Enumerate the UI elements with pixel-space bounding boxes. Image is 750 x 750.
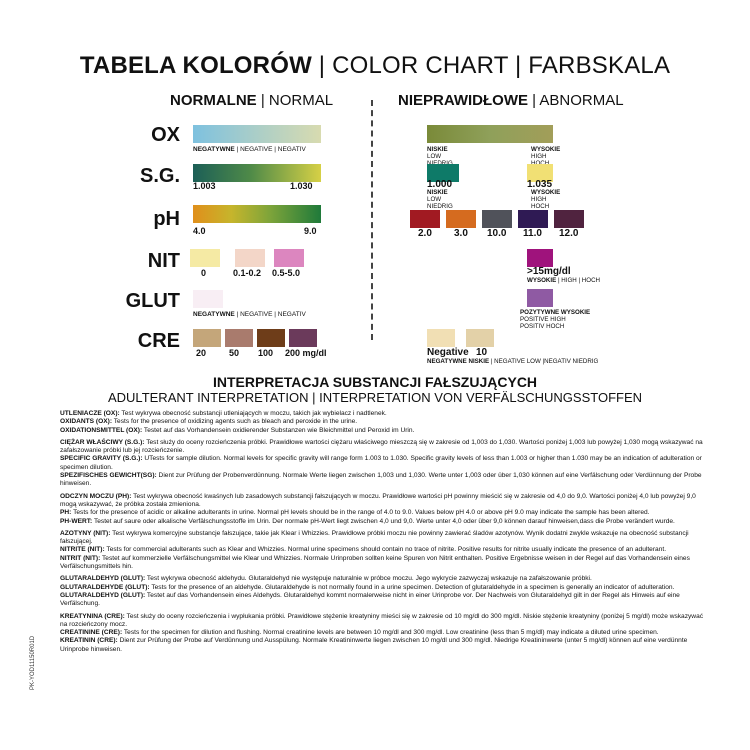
page-title	[0, 52, 750, 80]
normal-glut-caption-bold: NEGATYWNE	[193, 311, 235, 318]
interpretation-paragraph	[60, 427, 705, 435]
row-label-cre: CRE	[137, 330, 180, 352]
interpretation-term: CIĘŻAR WŁAŚCIWY (S.G.):	[60, 438, 145, 446]
abnormal-cre-swatch-1	[466, 329, 494, 347]
abnormal-sg-high-value: 1.035	[527, 179, 553, 190]
interpretation-term: UTLENIACZE (OX):	[60, 410, 120, 417]
abnormal-ox-high-0: WYSOKIE	[531, 146, 561, 153]
interpretation-paragraph	[60, 629, 705, 637]
normal-nit-value-1: 0.1-0.2	[233, 268, 262, 278]
interpretation-paragraph	[60, 418, 705, 426]
interpretation-paragraph	[60, 575, 705, 583]
abnormal-cre-swatch-0	[427, 329, 455, 347]
interpretation-description: Tests for the presence of oxidizing agents such as bleach and peroxide in the urine.	[112, 418, 358, 426]
abnormal-cre-caption-rest: | NEGATIVE LOW |NEGATIV NIEDRIG	[489, 358, 599, 365]
interpretation-term: GLUTARALDEHYDE (GLUT):	[60, 583, 150, 591]
block-gap	[60, 654, 705, 658]
normal-glut-caption-rest: | NEGATIVE | NEGATIV	[234, 311, 306, 318]
interpretation-term: PH-WERT:	[60, 517, 93, 525]
interpretation-paragraph	[60, 518, 705, 526]
normal-sg-swatch	[193, 164, 321, 182]
interpretation-term: GLUTARALDEHYD (GLUT):	[60, 591, 146, 599]
normal-cre-value-0: 20	[196, 348, 207, 358]
abnormal-nit-caption-rest: | HIGH | HOCH	[556, 277, 601, 284]
interpretation-subtitle: ADULTERANT INTERPRETATION | INTERPRETATION VON VERFÄLSCHUNGSSTOFFEN	[107, 390, 643, 405]
normal-nit-swatch-2	[274, 249, 304, 267]
interpretation-term: SPEZIFISCHES GEWICHT(SG):	[60, 472, 157, 480]
interpretation-description: Testet auf saure oder alkalische Verfälschungsstoffe im Urin. Der normale pH-Wert liegt zwischen 4,0 und 9,0. Werte unter 4,0 oder über 9,0 können darauf hinweisen,dass die Probe verändert wurde.	[92, 517, 675, 525]
abnormal-sg-high-2: HOCH	[531, 203, 550, 210]
normal-nit-swatch-0	[190, 249, 220, 267]
abnormal-ph-value-1: 3.0	[454, 228, 468, 239]
interpretation-paragraph	[60, 530, 705, 547]
abnormal-sg-high-caption	[531, 189, 560, 210]
row-label-ph: pH	[153, 208, 180, 230]
normal-ph-swatch	[193, 205, 321, 223]
interpretation-term: ODCZYN MOCZU (PH):	[60, 492, 132, 500]
abnormal-glut-caption-0: POZYTYWNE WYSOKIE	[520, 309, 591, 316]
normal-ox-swatch	[193, 125, 321, 143]
abnormal-ph-swatch-3	[518, 210, 548, 228]
column-divider	[371, 100, 373, 340]
abnormal-ox-low-0: NISKIE	[427, 146, 448, 153]
normal-ox-caption-rest: | NEGATIVE | NEGATIV	[234, 146, 306, 153]
interpretation-title: INTERPRETACJA SUBSTANCJI FAŁSZUJĄCYCH	[212, 374, 538, 390]
interpretation-term: NITRITE (NIT):	[60, 546, 105, 554]
interpretation-description: Tests for commercial adulterants such as Klear and Whizzies. Normal urine specimens should contain no trace of nitrite. Positive results for nitrite usually indicate the presence of an adulterant.	[104, 546, 667, 554]
normal-cre-swatch-0	[193, 329, 221, 347]
normal-header-rest: | NORMAL	[256, 92, 334, 109]
normal-cre-value-2: 100	[258, 348, 274, 358]
interpretation-description: UTests for sample dilution. Normal levels for specific gravity will range form 1.003 to 1.030. Specific gravity levels of less than 1.003 or higher than 1.030 may be an indication of adulteration or specimen dilution.	[60, 455, 702, 471]
interpretation-paragraph	[60, 439, 705, 456]
interpretation-paragraph	[60, 493, 705, 510]
interpretation-paragraph	[60, 546, 705, 554]
abnormal-cre-negative: Negative	[427, 347, 469, 358]
abnormal-ox-swatch	[427, 125, 553, 143]
interpretation-term: GLUTARALDEHYD (GLUT):	[60, 575, 146, 583]
row-label-glut: GLUT	[125, 290, 180, 312]
normal-cre-swatch-2	[257, 329, 285, 347]
abnormal-ox-low-1: LOW	[427, 153, 442, 160]
interpretation-description: Dient zur Prüfung der Probe auf Verdünnung und Ausspülung. Normale Kreatininwerte liegen zwischen 10 mg/dl und 300 mg/dl. Niedrige Kreatininwerte (unter 5 mg/dl) können auf eine verdünnte Urinprobe hinweisen.	[60, 637, 688, 653]
abnormal-glut-caption-1: POSITIVE HIGH	[520, 316, 566, 323]
normal-cre-value-1: 50	[229, 348, 240, 358]
interpretation-term: NITRIT (NIT):	[60, 554, 101, 562]
abnormal-nit-caption	[527, 277, 600, 284]
normal-cre-swatch-3	[289, 329, 317, 347]
abnormal-ph-value-4: 12.0	[559, 228, 579, 239]
abnormal-sg-high-0: WYSOKIE	[531, 189, 561, 196]
interpretation-paragraph	[60, 613, 705, 630]
normal-header	[170, 92, 333, 110]
interpretation-description: Test wykrywa obecność substancji utleniających w moczu, takich jak wybielacz i nadtlenek.	[119, 410, 387, 417]
interpretation-description: Testet auf das Vorhandensein oxidierender Substanzen wie Bleichmittel und Peroxid im Urin.	[142, 426, 415, 434]
interpretation-description: Tests for the presence of an aldehyde. Glutaraldehyde is not normally found in a urine specimen. Detection of glutaraldehyde in a specimen is generally an indicator of adulteration.	[149, 583, 675, 591]
abnormal-cre-ten: 10	[476, 347, 488, 358]
interpretation-term: AZOTYNY (NIT):	[60, 529, 111, 537]
abnormal-ph-swatch-2	[482, 210, 512, 228]
row-label-nit: NIT	[147, 250, 180, 272]
interpretation-description: Test służy do oceny rozcieńczenia i wypłukania próbki. Prawidłowe stężenie kreatyniny mieści się w zakresie od 10 mg/dl do 300 mg/dl. Niskie stężenie kreatyniny (poniżej 5 mg/dl) może wskazywać na rozcieńczony mocz.	[60, 612, 704, 628]
abnormal-sg-low-1: LOW	[427, 196, 442, 203]
abnormal-nit-swatch	[527, 249, 553, 267]
normal-header-bold: NORMALNE	[170, 92, 257, 109]
normal-ph-low: 4.0	[193, 226, 206, 236]
abnormal-glut-caption	[520, 309, 591, 330]
side-code: PK-YOD11150R01D	[30, 635, 36, 690]
interpretation-description: Tests for the presence of acidic or alkaline adulterants in urine. Normal pH levels should be in the range of 4.0 to 9.0. Values below pH 4.0 or above pH 9.0 may indicate the sample has been altered.	[71, 509, 650, 517]
normal-sg-high: 1.030	[290, 181, 313, 191]
abnormal-sg-high-1: HIGH	[531, 196, 547, 203]
abnormal-ph-swatch-0	[410, 210, 440, 228]
interpretation-term: OXIDATIONSMITTEL (OX):	[60, 426, 143, 434]
interpretation-description: Test wykrywa komercyjne substancje fałszujące, takie jak Klear i Whizzies. Prawidłowe próbki moczu nie powinny zawierać śladów azotynów. Wynik dodatni zwykle wskazuje na obecność substancji fałszującej.	[60, 529, 689, 546]
abnormal-sg-low-0: NISKIE	[427, 189, 448, 196]
interpretation-description: Tests for the specimen for dilution and flushing. Normal creatinine levels are between 10 mg/dl and 300 mg/dl. Low creatinine (less than 5 mg/dl) may indicate a diluted urine specimen.	[122, 629, 659, 637]
interpretation-paragraph	[60, 455, 705, 472]
abnormal-cre-caption-bold: NEGATYWNE NISKIE	[427, 358, 490, 365]
abnormal-nit-caption-bold: WYSOKIE	[527, 277, 557, 284]
abnormal-glut-swatch	[527, 289, 553, 307]
interpretation-term: PH:	[60, 509, 72, 517]
normal-glut-caption	[193, 311, 306, 318]
abnormal-ph-swatch-1	[446, 210, 476, 228]
interpretation-description: Testet auf kommerzielle Verfälschungsmittel wie Klear und Whizzies. Normale Urinproben sollten keine Spuren von Nitrit enthalten. Positive Ergebnisse weisen in der Regel auf das Vorhandensein eines Verfälschungsmittels hin.	[60, 554, 690, 571]
normal-ox-caption	[193, 146, 306, 153]
normal-cre-swatch-1	[225, 329, 253, 347]
title-bold: TABELA KOLORÓW	[79, 52, 312, 79]
abnormal-sg-low-caption	[427, 189, 453, 210]
interpretation-term: KREATININ (CRE):	[60, 637, 118, 645]
interpretation-description: Dient zur Prüfung der Probenverdünnung. Normale Werte liegen zwischen 1,003 und 1,030. Werte unter 1,003 oder über 1,030 können auf eine Verfälschung oder Verdünnung der Probe hinweisen.	[60, 472, 702, 488]
normal-nit-value-2: 0.5-5.0	[272, 268, 301, 278]
interpretation-description: Test wykrywa obecność kwaśnych lub zasadowych substancji fałszujących w moczu. Prawidłowe wartości pH powinny mieścić się w zakresie od 4,0 do 9,0. Wartości poniżej 4,0 lub powyżej 9,0 mogą wskazywać, że próbka została zmieniona.	[60, 492, 696, 508]
normal-nit-value-0: 0	[201, 268, 207, 278]
abnormal-ox-high-1: HIGH	[531, 153, 547, 160]
abnormal-nit-value: >15mg/dl	[527, 266, 571, 277]
interpretation-paragraph	[60, 472, 705, 489]
normal-ph-high: 9.0	[304, 226, 317, 236]
normal-glut-swatch	[193, 290, 223, 308]
normal-ox-caption-bold: NEGATYWNE	[193, 146, 235, 153]
interpretation-description: Test służy do oceny rozcieńczenia próbki. Prawidłowe wartości ciężaru właściwego mieszczą się w zakresie od 1,003 do 1,030. Wartości poniżej 1,003 lub powyżej 1,030 mogą wskazywać na zafałszowanie próbki lub jej rozcieńczenie.	[60, 438, 703, 455]
interpretation-paragraph	[60, 509, 705, 517]
interpretation-term: CREATININE (CRE):	[60, 629, 123, 637]
abnormal-ph-value-2: 10.0	[487, 228, 507, 239]
row-label-ox: OX	[151, 124, 180, 146]
interpretation-description: Test wykrywa obecność aldehydu. Glutaraldehyd nie występuje naturalnie w próbce moczu. Jego wykrycie zazwyczaj wskazuje na zafałszowanie próbki.	[145, 575, 592, 583]
abnormal-ph-value-3: 11.0	[523, 228, 542, 239]
interpretation-paragraph	[60, 410, 705, 418]
abnormal-cre-caption	[427, 358, 598, 365]
abnormal-glut-caption-2: POSITIV HOCH	[520, 323, 565, 330]
interpretation-term: OXIDANTS (OX):	[60, 418, 113, 426]
interpretation-text	[60, 410, 705, 658]
interpretation-term: KREATYNINA (CRE):	[60, 612, 125, 620]
normal-sg-low: 1.003	[193, 181, 216, 191]
interpretation-paragraph	[60, 584, 705, 592]
normal-cre-value-3: 200 mg/dl	[285, 348, 327, 358]
abnormal-header-rest: | ABNORMAL	[528, 92, 624, 109]
interpretation-paragraph	[60, 592, 705, 609]
abnormal-header	[398, 92, 624, 110]
abnormal-ph-swatch-4	[554, 210, 584, 228]
abnormal-ph-value-0: 2.0	[418, 228, 432, 239]
interpretation-description: Testet auf das Vorhandensein eines Aldehyds. Glutaraldehyd kommt normalerweise nicht in einer Urinprobe vor. Der Nachweis von Glutaraldehyd gilt in der Regel als Hinweis auf eine Verfälschung.	[60, 591, 680, 608]
interpretation-paragraph	[60, 637, 705, 654]
interpretation-paragraph	[60, 555, 705, 572]
title-rest: | COLOR CHART | FARBSKALA	[311, 52, 671, 79]
abnormal-sg-low-value: 1.000	[427, 179, 453, 190]
row-label-sg: S.G.	[139, 165, 180, 187]
abnormal-header-bold: NIEPRAWIDŁOWE	[398, 92, 528, 109]
interpretation-term: SPECIFIC GRAVITY (S.G.):	[60, 455, 143, 463]
abnormal-sg-low-2: NIEDRIG	[427, 203, 453, 210]
normal-nit-swatch-1	[235, 249, 265, 267]
